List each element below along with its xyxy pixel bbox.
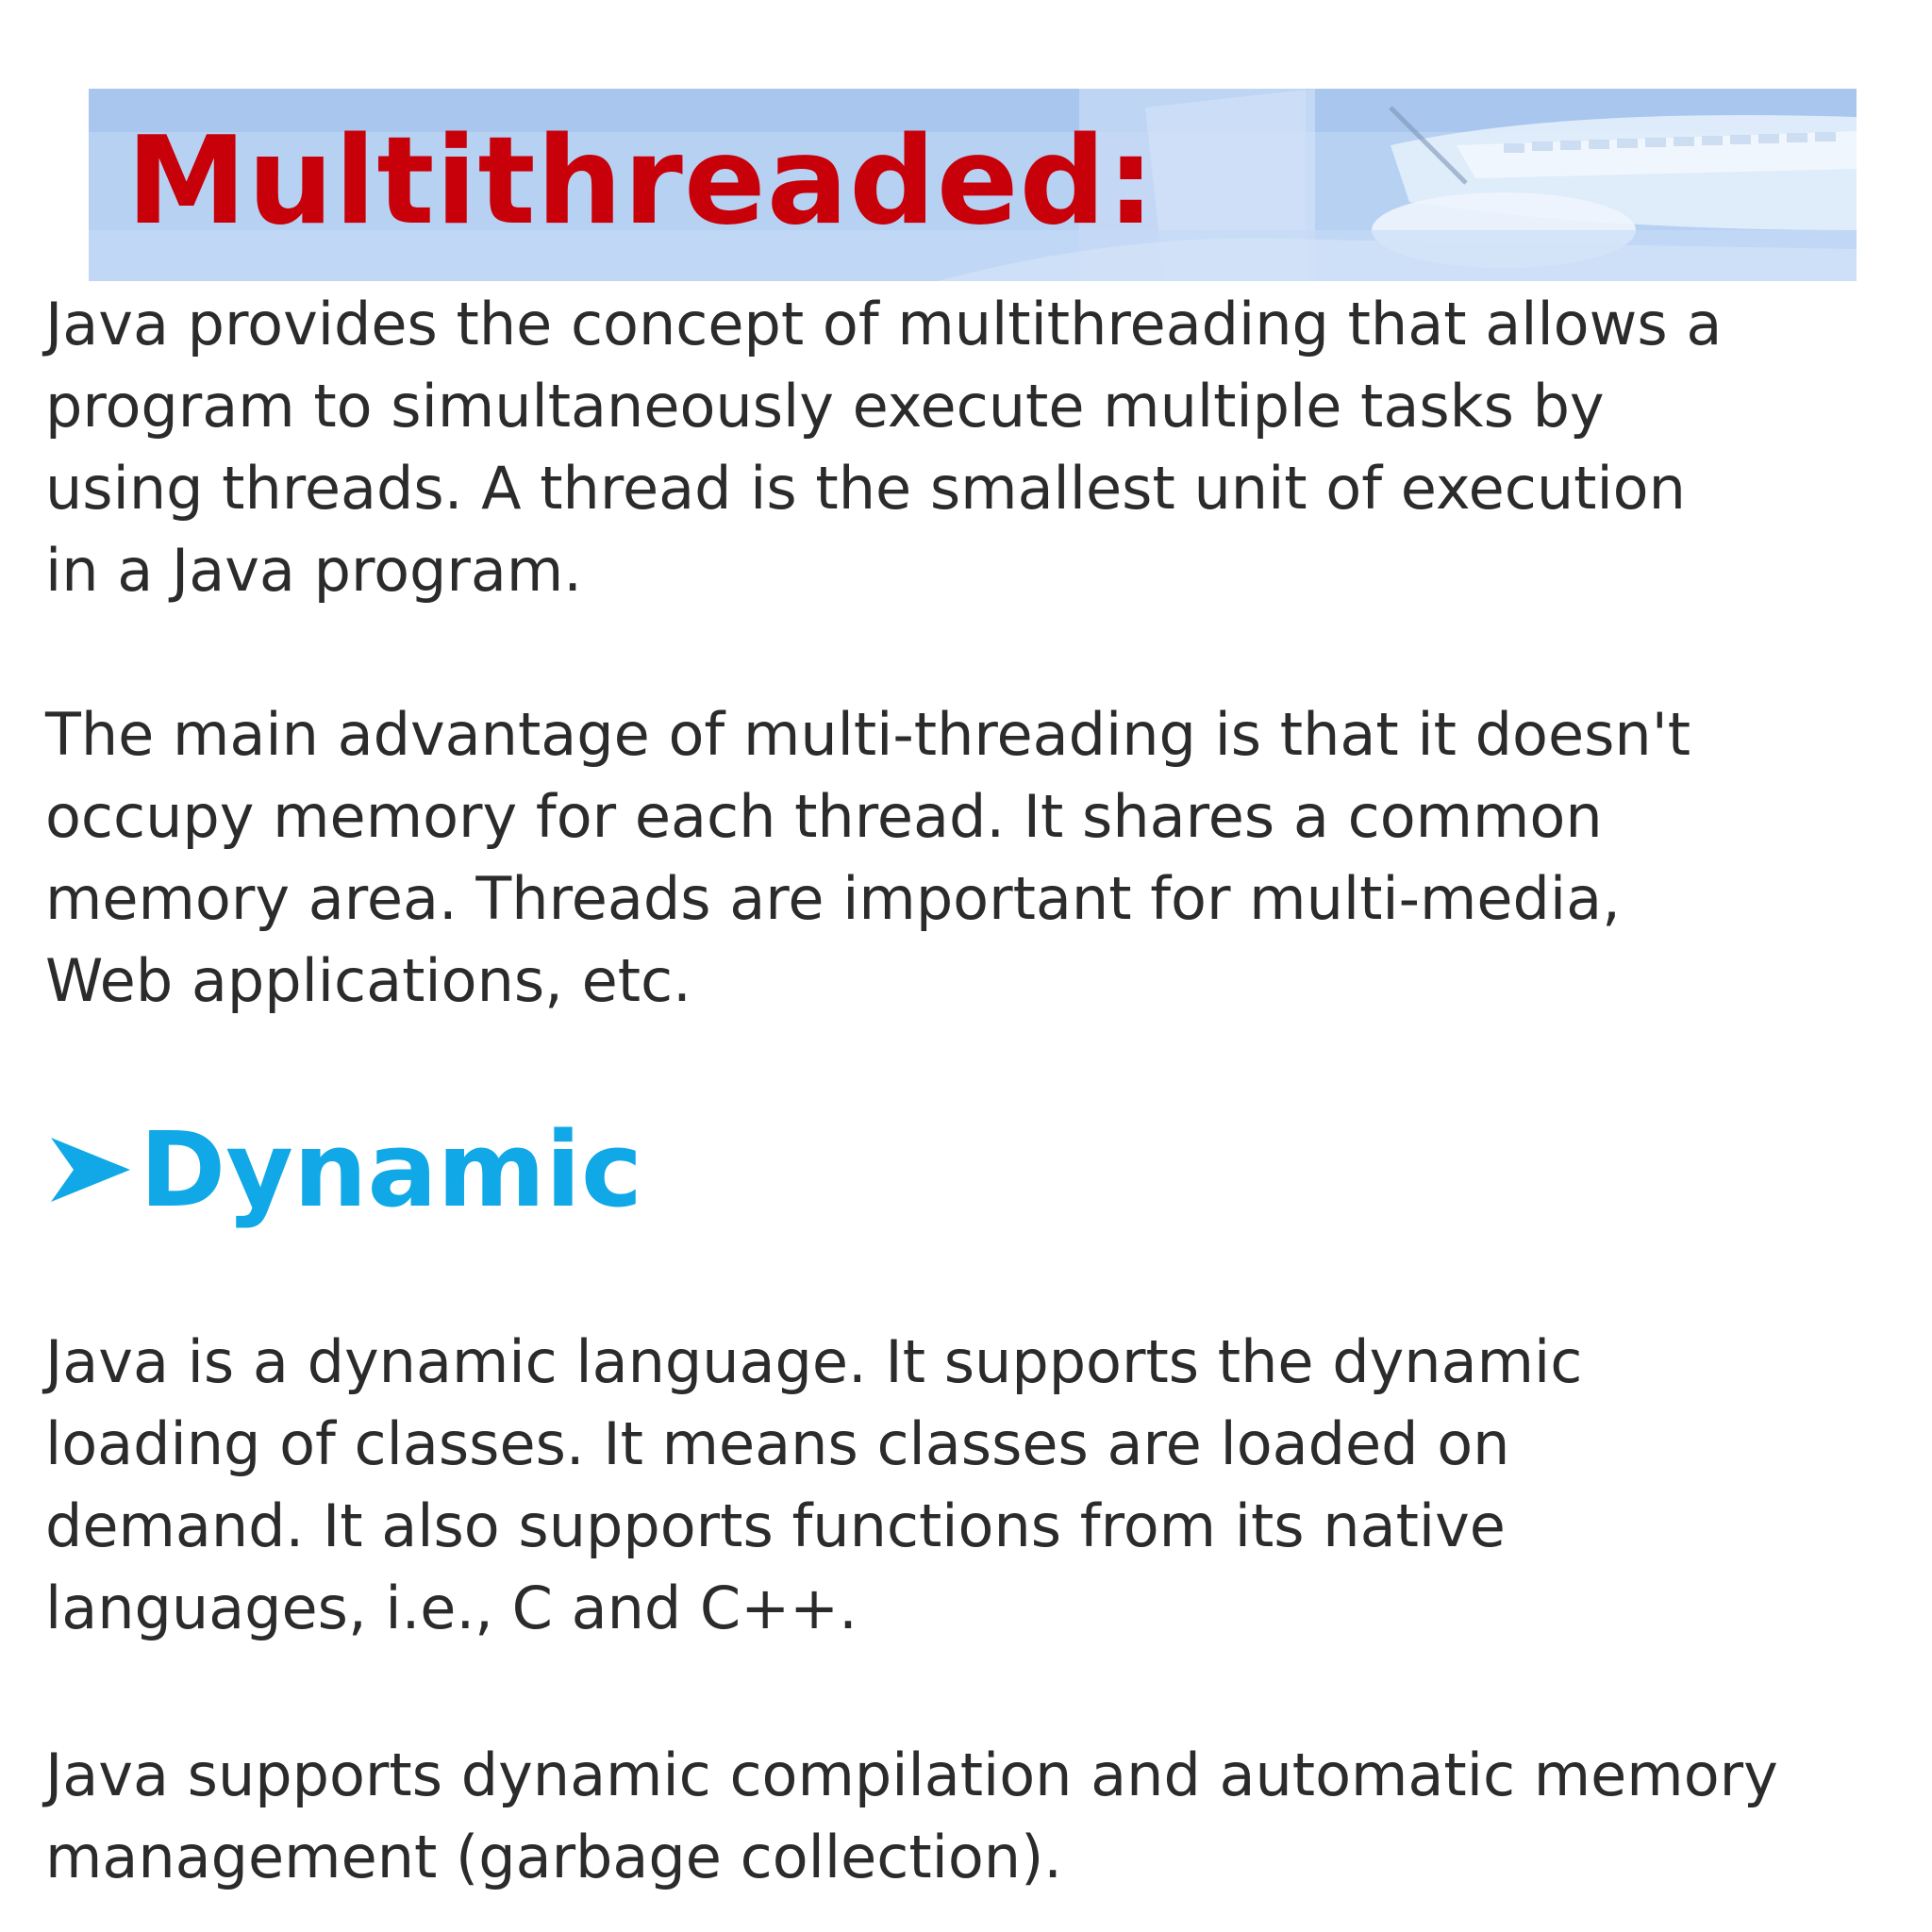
multithreading-paragraph-1: Java provides the concept of multithreading that allows a program to simultaneously execute multiple tasks by using threads. A thread is the smallest unit of execution in a Java program.	[45, 290, 1723, 605]
header-banner	[89, 89, 1857, 281]
dynamic-paragraph-1: Java is a dynamic language. It supports the dynamic loading of classes. It means classes are loaded on demand. It also supports functions from its native languages, i.e., C and C++.	[45, 1327, 1583, 1642]
multithreading-paragraph-2: The main advantage of multi-threading is that it doesn't occupy memory for each thread. It shares a common memory area. Threads are important for multi-media, Web applications, etc.	[45, 700, 1691, 1015]
banner-title: Multithreaded:	[126, 111, 1157, 252]
section-heading-dynamic	[47, 1104, 642, 1236]
dynamic-paragraph-2: Java supports dynamic compilation and automatic memory management (garbage collection).	[45, 1740, 1778, 1891]
section-title: Dynamic	[140, 1109, 643, 1230]
arrowhead-bullet-icon	[47, 1132, 134, 1208]
